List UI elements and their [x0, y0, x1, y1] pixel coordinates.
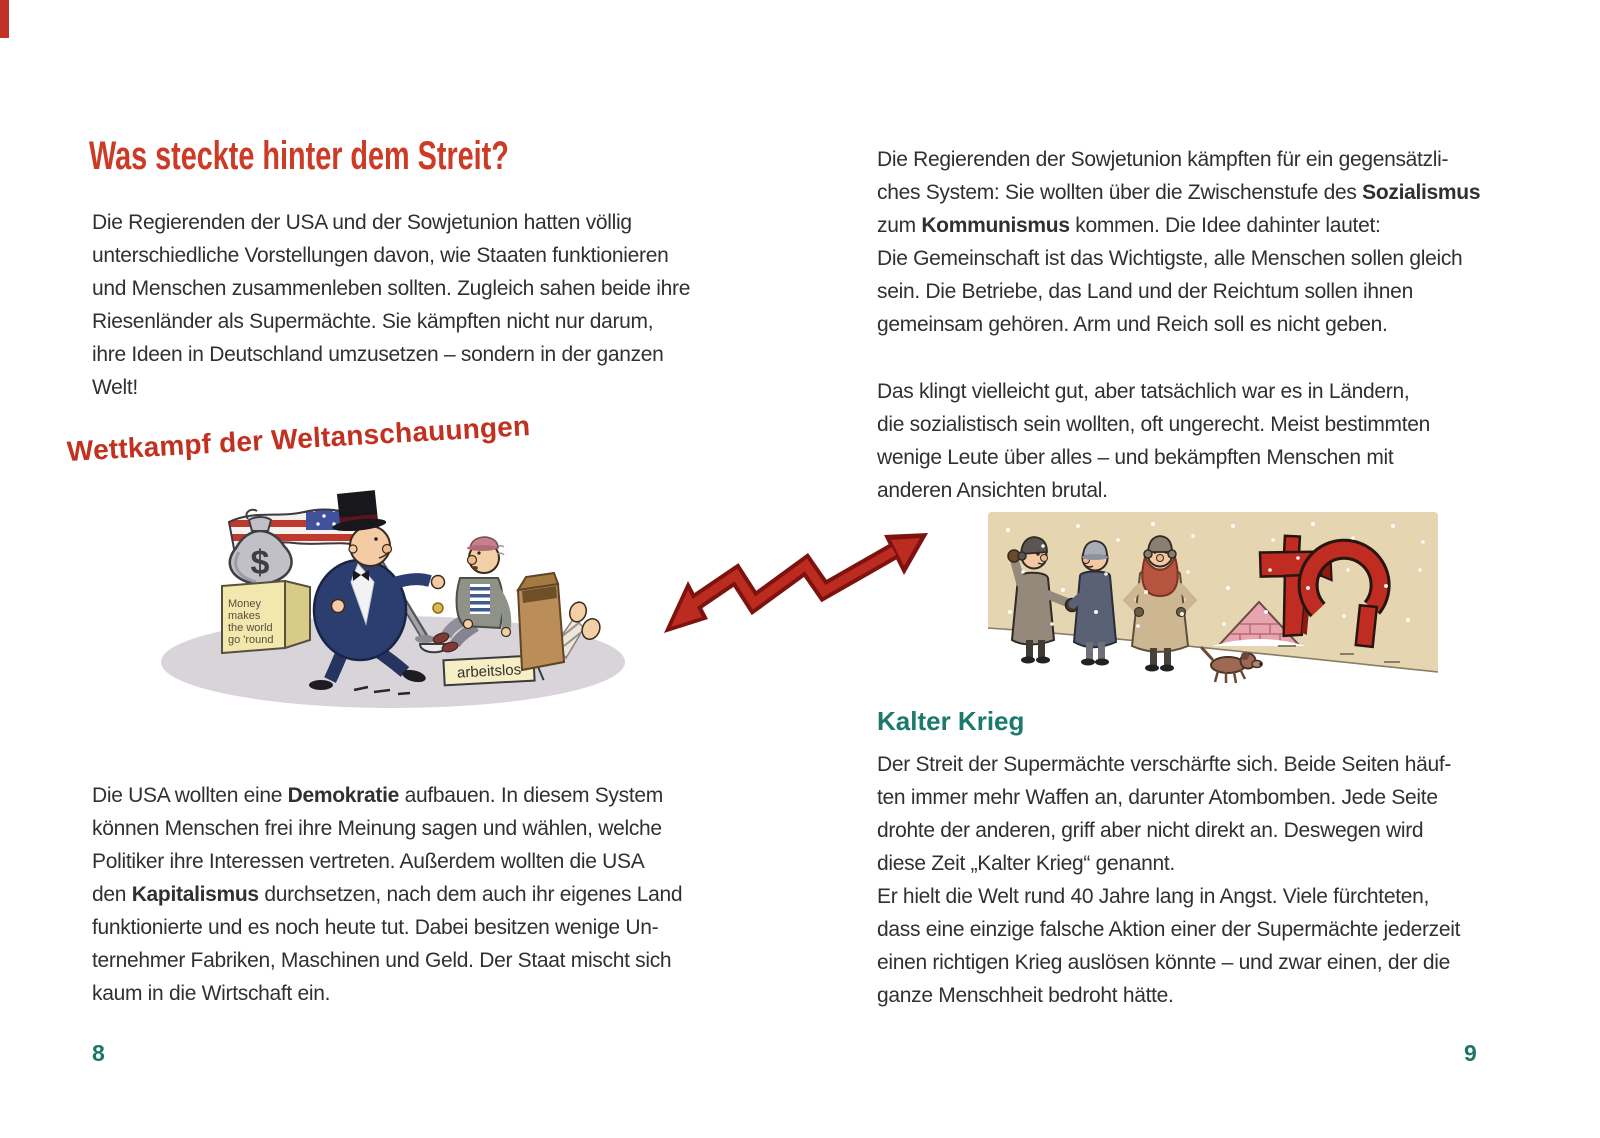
capitalism-illustration: [108, 486, 656, 726]
text-line: zum Kommunismus kommen. Die Idee dahinter lautet:: [877, 214, 1381, 237]
red-corner-mark: [0, 0, 9, 38]
text-line: diese Zeit „Kalter Krieg“ genannt.: [877, 852, 1175, 875]
text-line: ihre Ideen in Deutschland umzusetzen – sondern in der ganzen: [92, 343, 664, 366]
page-number-right: 9: [1464, 1040, 1477, 1066]
sign-text: arbeitslos: [456, 661, 522, 682]
text-line: anderen Ansichten brutal.: [877, 479, 1108, 502]
text-line: die sozialistisch sein wollten, oft ungerecht. Meist bestimmten: [877, 413, 1431, 436]
text-line: Welt!: [92, 376, 138, 399]
left-body-paragraph: [92, 779, 682, 1010]
text-line: Politiker ihre Interessen vertreten. Außerdem wollten die USA: [92, 850, 645, 873]
text-line: Er hielt die Welt rund 40 Jahre lang in Angst. Viele fürchteten,: [877, 885, 1430, 908]
text-line: und Menschen zusammenleben sollten. Zugleich sahen beide ihre: [92, 277, 691, 300]
zigzag-double-arrow-icon: [652, 505, 942, 650]
text-line: ten immer mehr Waffen an, darunter Atombomben. Jede Seite: [877, 786, 1438, 809]
text-line: einen richtigen Krieg auslösen könnte – und zwar einen, der die: [877, 951, 1450, 974]
text-line: Die USA wollten eine Demokratie aufbauen. In diesem System: [92, 784, 663, 807]
text-line: ternehmer Fabriken, Maschinen und Geld. Der Staat mischt sich: [92, 949, 672, 972]
dollar-sign: $: [250, 544, 270, 582]
page-number-left: 8: [92, 1040, 105, 1066]
pedestal-text-line: makes: [228, 610, 261, 622]
text-line: dass eine einzige falsche Aktion einer der Supermächte jederzeit: [877, 918, 1461, 941]
text-line: wenige Leute über alles – und bekämpften Menschen mit: [877, 446, 1394, 469]
section-subheading: Wettkampf der Weltanschauungen: [66, 410, 532, 467]
text-line: Riesenländer als Supermächte. Sie kämpften nicht nur darum,: [92, 310, 654, 333]
pedestal-text-line: Money: [228, 598, 262, 610]
coin-icon: [433, 603, 443, 613]
text-line: gemeinsam gehören. Arm und Reich soll es nicht geben.: [877, 313, 1388, 336]
text-line: ganze Menschheit bedroht hätte.: [877, 984, 1174, 1007]
money-pedestal: [222, 581, 310, 653]
text-line: unterschiedliche Vorstellungen davon, wie Staaten funktionieren: [92, 244, 669, 267]
text-line: drohte der anderen, griff aber nicht direkt an. Deswegen wird: [877, 819, 1424, 842]
text-line: Der Streit der Supermächte verschärfte sich. Beide Seiten häuf-: [877, 753, 1452, 776]
right-paragraph-2: [877, 375, 1430, 507]
text-line: Die Regierenden der Sowjetunion kämpften für ein gegensätzli-: [877, 148, 1449, 171]
right-paragraph-1: [877, 143, 1480, 341]
pedestal-text-line: the world: [228, 622, 273, 634]
text-line: funktionierte und es noch heute tut. Dabei besitzen wenige Un-: [92, 916, 659, 939]
text-line: können Menschen frei ihre Meinung sagen und wählen, welche: [92, 817, 662, 840]
text-line: Das klingt vielleicht gut, aber tatsächlich war es in Ländern,: [877, 380, 1410, 403]
flat-cap-icon: [467, 537, 498, 551]
left-intro-paragraph: [92, 206, 690, 404]
text-line: ches System: Sie wollten über die Zwischenstufe des Sozialismus: [877, 181, 1481, 204]
kalter-krieg-heading: Kalter Krieg: [877, 706, 1025, 736]
right-paragraph-3: [877, 748, 1460, 1012]
pedestal-text-line: go 'round: [228, 634, 274, 646]
text-line: sein. Die Betriebe, das Land und der Reichtum sollen ihnen: [877, 280, 1413, 303]
text-line: Die Regierenden der USA und der Sowjetunion hatten völlig: [92, 211, 632, 234]
page-title: Was steckte hinter dem Streit?: [89, 134, 509, 178]
text-line: Die Gemeinschaft ist das Wichtigste, alle Menschen sollen gleich: [877, 247, 1463, 270]
text-line: den Kapitalismus durchsetzen, nach dem auch ihr eigenes Land: [92, 883, 683, 906]
text-line: kaum in die Wirtschaft ein.: [92, 982, 331, 1005]
socialism-illustration: [988, 512, 1438, 694]
